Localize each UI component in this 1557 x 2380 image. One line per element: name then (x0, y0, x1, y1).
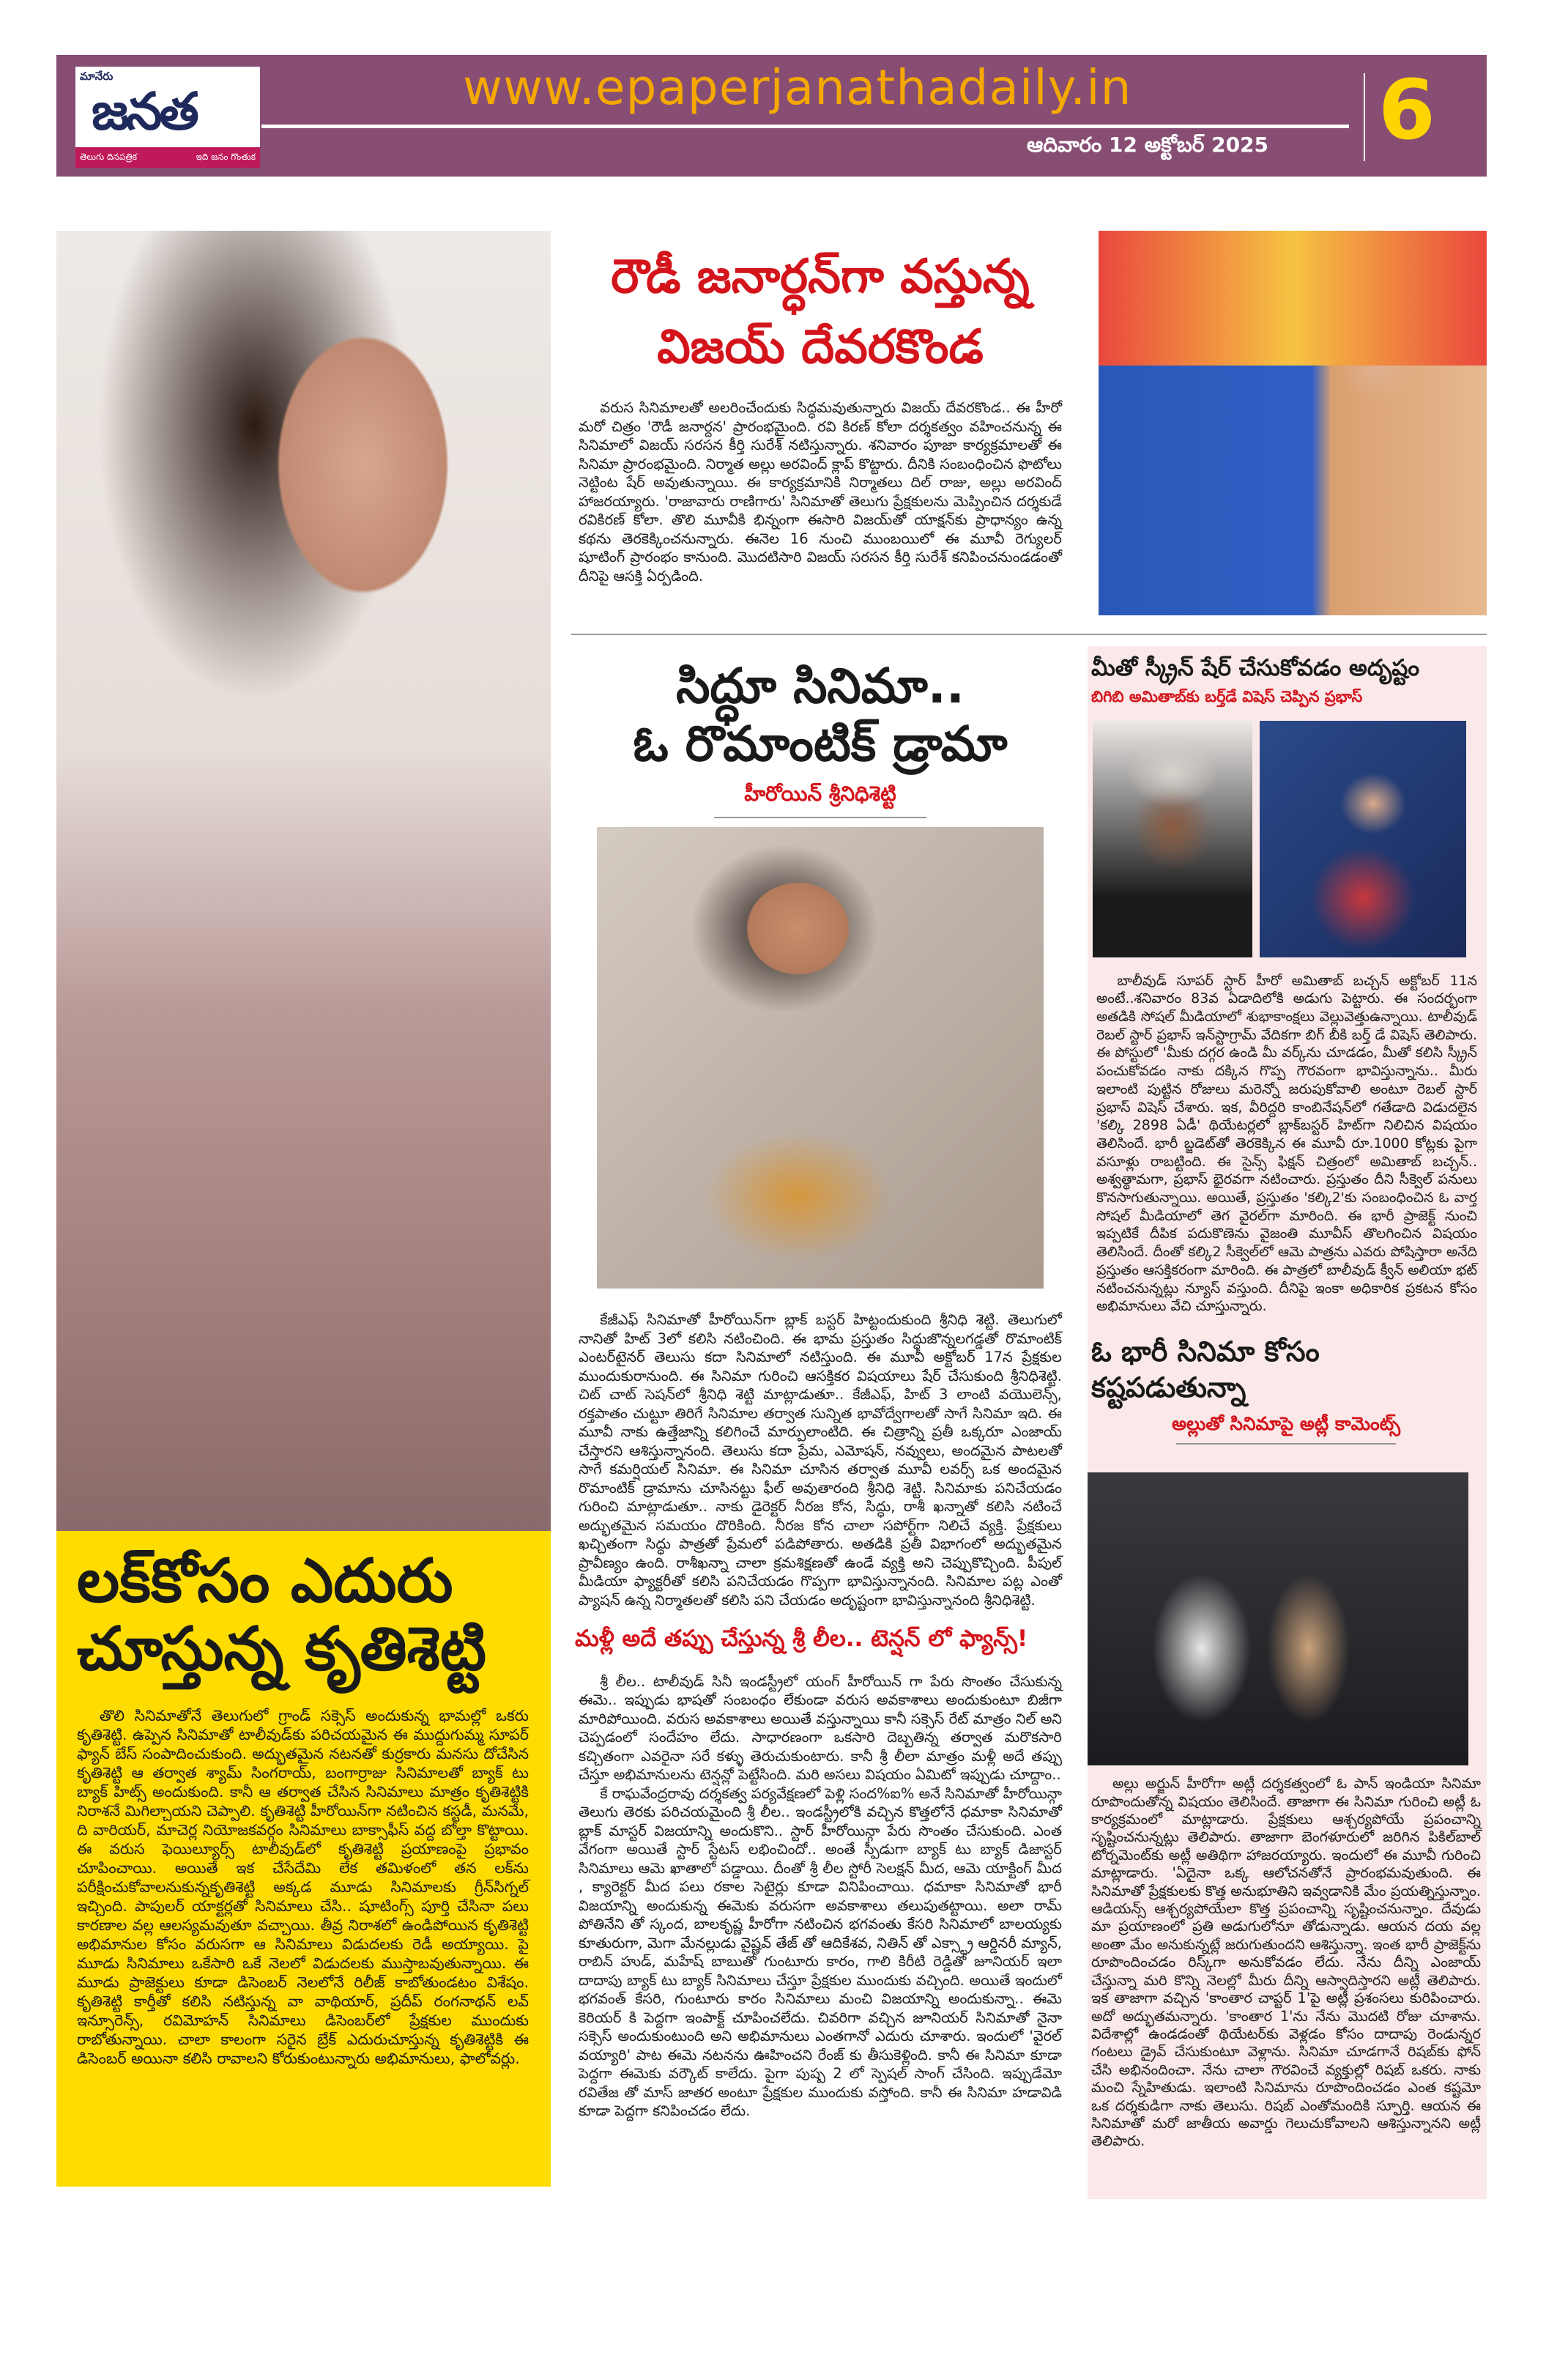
issue-date: ఆదివారం 12 అక్టోబర్ 2025 (1027, 133, 1269, 157)
logo-left-tag: తెలుగు దినపత్రిక (80, 151, 138, 162)
logo-tagline-band (75, 147, 260, 168)
vijay-headline (571, 242, 1069, 382)
subheadline-rule (714, 817, 926, 818)
prabhas-photo-pair (1093, 721, 1481, 957)
kriti-body: తొలి సినిమాతోనే తెలుగులో గ్రాండ్ సక్సెస్ అందుకున్న భామల్లో ఒకరు కృతిశెట్టి. ఉప్పెన సినిమాతో టాలీవుడ్‌కు పరిచయమైన ఈ ముద్దుగుమ్మ సూపర్ ఫ్యాన్ బేస్ సంపాదించుకుంది. అద్భుతమైన నటనతో కుర్రకారు మనసు దోచేసిన కృతిశెట్టి ఆ తర్వాత శ్యామ్ సింగరాయ్, బంగార్రాజు సినిమాలతో బ్యాక్ టు బ్యాక్ హిట్స్ అందుకుంది. కానీ ఆ తర్వాత చేసిన సినిమాలు మాత్రం కృతిశెట్టికి నిరాశనే మిగిల్చాయని చెప్పాలి. కృతిశెట్టి హీరోయిన్‌గా నటించిన కస్టడీ, మనమే, ది వారియర్, మాచెర్ల నియోజకవర్గం సినిమాలు బాక్సాఫీస్ వద్ద బోల్తా కొట్టాయి. ఈ వరుస ఫెయిల్యూర్స్ టాలీవుడ్‌లో కృతిశెట్టి ప్రయాణంపై ప్రభావం చూపించాయి. అయితే ఇక చేసేదేమి లేక తమిళంలో తన లక్‌ను పరీక్షించుకోవాలనుకున్నకృతిశెట్టి అక్కడ మూడు సినిమాలకు గ్రీన్‌సిగ్నల్ ఇచ్చింది. పాపులర్ యాక్టర్లతో సినిమాలు చేసి.. షూటింగ్స్ పూర్తి చేసినా పలు కారణాల వల్ల ఆలస్యమవుతూ వచ్చాయి. తీవ్ర నిరాశలో ఉండిపోయిన కృతిశెట్టి అభిమానుల కోసం వరుసగా ఆ సినిమాలు విడుదలకు రెడీ అయ్యాయి. పై మూడు సినిమాలు ఒకేసారి ఒకే నెలలో విడుదలకు ముస్తాబవుతున్నాయి. ఈ మూడు ప్రాజెక్టులు కూడా డిసెంబర్ నెలలోనే రిలీజ్ కాబోతుండటం విశేషం. కృతిశెట్టి కార్తీతో కలిసి నటిస్తున్న వా వాథియార్, ప్రదీప్ రంగనాథన్ లవ్ ఇన్సూరెన్స్, రవిమోహన్ సినిమాలు డిసెంబర్‌లో ప్రేక్షకుల ముందుకు రాబోతున్నాయి. చాలా కాలంగా సరైన బ్రేక్ ఎదురుచూస్తున్న కృతిశెట్టికి ఈ డిసెంబర్ అయినా కలిసి రావాలని కోరుకుంటున్నారు అభిమానులు, ఫాలోవర్లు. (77, 1706, 529, 2067)
srinidhi-shetty-photo (597, 827, 1044, 1289)
siddu-headline-line1: సిద్ధూ సినిమా.. (676, 658, 965, 714)
logo-name: జనత (92, 81, 196, 141)
prabhas-headline: మీతో స్క్రీన్ షేర్ చేసుకోవడం అదృష్టం (1091, 655, 1420, 681)
vijay-headline-line2: విజయ్ దేవరకొండ (657, 320, 984, 374)
siddu-subheadline: హీరోయిన్ శ్రీనిధిశెట్టి (744, 782, 896, 807)
vijay-article (571, 231, 1069, 585)
allu-headline: ఓ భారీ సినిమా కోసం కష్టపడుతున్నా (1091, 1335, 1320, 1404)
kriti-article (56, 1531, 551, 2187)
logo-top-text: మానేరు (80, 70, 114, 83)
main-area (571, 231, 1487, 2199)
sreeleela-paragraph: కే రాఘవేంద్రరావు దర్శకత్వ పర్యవేక్షణలో పెళ్లి సంద%ఐ% అనే సినిమాతో హీరోయిన్గా తెలుగు తెరకు పరిచయమైంది శ్రీ లీల.. ఇండస్ట్రీలోకి వచ్చిన కొత్తలోనే ధమాకా సినిమాతో బ్లాక్ మాస్టర్ విజయాన్ని అందుకొని.. స్టార్ హీరోయిన్గా పేరు సొంతం చేసుకుంది. ఎంత వేగంగా అయితే స్టార్ స్టేటస్ లభించిందో.. అంతే స్పీడుగా బ్యాక్ టు బ్యాక్ డిజాస్టర్ సినిమాలు ఆమె ఖాతాలో పడ్డాయి. దీంతో శ్రీ లీల స్టోరీ సెలక్షన్ మీద, ఆమె యాక్టింగ్ మీద , క్యారెక్టర్ మీద పలు రకాల సెటైర్లు కూడా వినిపించాయి. ధమాకా సినిమాతో భారీ విజయాన్ని అందుకున్న ఈమెకు వరుసగా అవకాశాలు తలుపుతట్టాయి. అలా రామ్ పోతినేని తో స్కంద, బాలకృష్ణ హీరోగా నటించిన భగవంతు కేసరి సినిమాలో బాలయ్యకు కూతురుగా, మెగా మేనల్లుడు వైష్ణవ్ తేజ్ తో ఆదికేశవ, నితిన్ తో ఎక్స్ట్రా ఆర్డినరీ మ్యాన్, రాబిన్ హుడ్, మహేష్ బాబుతో గుంటూరు కారం, గాలి కిరీటి రెడ్డితో జూనియర్ ఇలా దాదాపు బ్యాక్ టు బ్యాక్ సినిమాలు చేస్తూ ప్రేక్షకుల ముందుకు వచ్చింది. అయితే ఇందులో భగవంత్ కేసరి, గుంటూరు కారం సినిమాలు మంచి విజయాన్ని అందుకున్నా.. ఈమె కెరియర్ కి పెద్దగా ఇంపాక్ట్ చూపించలేదు. చివరిగా వచ్చిన జూనియర్ సినిమాతో నైనా సక్సెస్ అందుకుంటుంది అని అభిమానులు ఎంతగానో ఎదురు చూశారు. ఇందులో 'వైరల్ వయ్యారి' పాట ఈమె నటనను ఊహించని రేంజ్ కు తీసుకెళ్లింది. కానీ ఈ సినిమా కూడా పెద్దగా ఈమెకు వర్కౌట్ కాలేదు. పైగా పుష్ప 2 లో స్పెషల్ సాంగ్ చేసింది. ఇప్పుడేమో రవితేజ తో మాస్ జాతర అంటూ ప్రేక్షకుల ముందుకు వస్తోంది. కానీ ఈ సినిమా హడావిడి కూడా పెద్దగా కనిపించడం లేదు. (579, 1784, 1062, 2120)
logo-right-tag: ఇది జనం గొంతుక (196, 151, 256, 162)
vijay-headline-line1: రౌడీ జనార్ధన్‌గా వస్తున్న (611, 250, 1030, 304)
siddu-headline (571, 657, 1069, 773)
siddu-headline-line2: ఓ రొమాంటిక్ డ్రామా (633, 716, 1008, 773)
section-divider (571, 634, 1487, 635)
page-number: 6 (1378, 63, 1435, 158)
left-column (56, 231, 551, 2187)
top-row (571, 231, 1487, 615)
kriti-headline-line1: లక్‌కోసం ఎదురు (77, 1546, 453, 1616)
siddu-body: కేజీఎఫ్ సినిమాతో హీరోయిన్‌గా బ్లాక్ బస్టర్ హిట్టందుకుంది శ్రీనిధి శెట్టి. తెలుగులో నానితో హిట్ 3లో కలిసి నటించింది. ఈ భామ ప్రస్తుతం సిద్ధుజొన్నలగడ్డతో రొమాంటిక్ ఎంటర్‌టైనర్ తెలుసు కదా సినిమాలో నటిస్తుంది. ఈ మూవీ అక్టోబర్ 17న ప్రేక్షకుల ముందుకురానుంది. ఈ సినిమా గురించి ఆసక్తికర విషయాలు షేర్ చేసుకుంది శ్రీనిధిశెట్టి. చిట్ చాట్ సెషన్‌లో శ్రీనిధి శెట్టి మాట్లాడుతూ.. కేజీఎఫ్, హిట్ 3 లాంటి వయొలెన్స్, రక్తపాతం చుట్టూ తిరిగే సినిమాల తర్వాత సున్నిత భావోద్వేగాలతో సాగే సినిమా ఇది. ఈ మూవీ నాకు ఉత్తేజాన్ని కలిగించే మార్పులాంటిది. ఈ చిత్రాన్ని ప్రతీ ఒక్కరూ ఎంజాయ్ చేస్తారని ఆశిస్తున్నానంది. తెలుసు కదా ప్రేమ, ఎమోషన్, నవ్వులు, అందమైన పాటలతో సాగే కమర్షియల్ సినిమా. ఈ సినిమా చూసిన తర్వాత మూవీ లవర్స్ ఒక అందమైన రొమాంటిక్ డ్రామాను చూసినట్టు ఫీల్ అవుతారంది శ్రీనిధి శెట్టి. సినిమాకు పనిచేయడం గురించి మాట్లాడుతూ.. నాకు డైరెక్టర్ నీరజ కోన, సిద్ధు, రాశీ ఖన్నాతో కలిసి నటించే అద్భుతమైన సమయం దొరికింది. నీరజ కోన చాలా సపోర్ట్‌గా నిలిచే వ్యక్తి. ప్రేక్షకులు ఖచ్చితంగా సిద్ధు పాత్రతో ప్రేమలో పడిపోతారు. అతడికి ప్రతీ విభాగంలో అద్భుతమైన ప్రావీణ్యం ఉంది. రాశీఖన్నా చాలా క్రమశిక్షణతో ఉండే వ్యక్తి అని చెప్పుకొచ్చింది. పీపుల్ మీడియా ఫ్యాక్టరీతో కలిసి పనిచేయడం గొప్పగా భావిస్తున్నానంది. సినిమాల పట్ల ఎంతో ప్యాషన్ ఉన్న నిర్మాతలతో కలిసి పని చేయడం అదృష్టంగా భావిస్తున్నానంది శ్రీనిధిశెట్టి. (579, 1311, 1062, 1609)
prabhas-photo (1093, 721, 1252, 957)
allu-subheadline: అల్లుతో సినిమాపై అట్లీ కామెంట్స్ (1171, 1412, 1401, 1434)
sreeleela-paragraph: శ్రీ లీల.. టాలీవుడ్ సినీ ఇండస్ట్రీలో యంగ్ హీరోయిన్ గా పేరు సొంతం చేసుకున్న ఈమె.. ఇప్పుడు భాషతో సంబంధం లేకుండా వరుస అవకాశాలు అందుకుంటూ బిజీగా మారిపోయింది. వరుస అవకాశాలు అయితే వస్తున్నాయి కానీ సక్సెస్ రేట్ మాత్రం నిల్ అని చెప్పడంలో సందేహం లేదు. సాధారణంగా ఒకసారి దెబ్బతిన్న తర్వాత మరొకసారి కచ్చితంగా ఎవరైనా సరే కళ్ళు తెరుచుకుంటారు. కానీ శ్రీ లీలా మాత్రం మళ్లీ అదే తప్పు చేస్తూ అభిమానులను టెన్షన్లో పెట్టేసింది. మరి అసలు విషయం ఏమిటో ఇప్పుడు చూద్దాం.. (579, 1672, 1062, 1784)
sreeleela-body (571, 1672, 1069, 2121)
prabhas-subheadline: బిగిబి అమితాబ్‌కు బర్త్‌డే విషెస్ చెప్పిన ప్రభాస్ (1091, 688, 1363, 706)
prabhas-body: బాలీవుడ్ సూపర్ స్టార్ హీరో అమితాబ్ బచ్చన్ అక్టోబర్ 11న అంటే..శనివారం 83వ ఏడాదిలోకి అడుగు పెట్టారు. ఈ సందర్భంగా అతడికి సోషల్ మీడియాలో శుభాకాంక్షలు వెల్లువెత్తుఉన్నాయి. టాలీవుడ్ రెబల్ స్టార్ ప్రభాస్ ఇన్‌స్టాగ్రామ్ వేదికగా బిగ్ బీకి బర్త్ డే విషెస్ తెలిపారు. ఈ పోస్టులో 'మీకు దగ్గర ఉండి మీ వర్క్‌ను చూడడం, మీతో కలిసి స్క్రీన్ పంచుకోవడం నాకు దక్కిన గొప్ప గౌరవంగా భావిస్తున్నాను.. మీరు ఇలాంటి పుట్టిన రోజులు మరెన్నో జరుపుకోవాలి అంటూ రెబల్ స్టార్ ప్రభాస్ విషెస్ చేశారు. ఇక, వీరిద్దరి కాంబినేషన్‌లో గతేడాది విడుదలైన 'కల్కి 2898 ఏడీ' థియేటర్లలో బ్లాక్‌బస్టర్ హిట్‌గా నిలిచిన విషయం తెలిసిందే. భారీ బ్జడెట్‌తో తెరకెక్కిన ఈ మూవీ రూ.1000 కోట్లకు పైగా వసూళ్లు రాబట్టింది. ఈ సైన్స్ ఫిక్షన్ చిత్రంలో అమితాబ్ బచ్చన్.. అశ్వత్థామగా, ప్రభాస్ భైరవగా నటించారు. ప్రస్తుతం దీని సీక్వెల్ పనులు కొనసాగుతున్నాయి. అయితే, ప్రస్తుతం 'కల్కి2'కు సంబంధించిన ఓ వార్త సోషల్ మీడియాలో తెగ వైరల్‌గా మారింది. ఈ భారీ ప్రాజెక్ట్ నుంచి ఇప్పటికే దీపిక పదుకొణెను వైజంతి మూవీస్ తొలగించిన విషయం తెలిసిందే. దీంతో కల్కి2 సీక్వెల్‌లో ఆమె పాత్రను ఎవరు పోషిస్తారా అనేది ప్రస్తుతం ఆసక్తికరంగా మారింది. ఈ పాత్రలో బాలీవుడ్ క్వీన్ అలియా భట్ నటించనున్నట్లు న్యూస్ వస్తుంది. దీనిపై ఇంకా అధికారిక ప్రకటన కోసం అభిమానులు వేచి చూస్తున్నారు. (1096, 972, 1477, 1315)
bottom-row (571, 646, 1487, 2199)
middle-column (571, 646, 1069, 2121)
sreeleela-headline: మళ్లీ అదే తప్పు చేస్తున్న శ్రీ లీల.. టెన్షన్ లో ఫ్యాన్స్! (575, 1625, 1028, 1653)
masthead (56, 55, 1487, 177)
vijay-body: వరుస సినిమాలతో అలరించేందుకు సిద్ధమవుతున్నారు విజయ్ దేవరకొండ.. ఈ హీరో మరో చిత్రం 'రౌడీ జనార్దన' ప్రారంభమైంది. రవి కిరణ్ కోలా దర్శకత్వం వహించనున్న ఈ సినిమాలో విజయ్ సరసన కీర్తి సురేశ్ నటిస్తున్నారు. శనివారం పూజా కార్యక్రమాలతో ఈ సినిమా ప్రారంభమైంది. నిర్మాత అల్లు అరవింద్ క్లాప్ కొట్టారు. దీనికి సంబంధించిన ఫొటోలు నెట్టింట షేర్ అవుతున్నాయి. ఈ కార్యక్రమానికి నిర్మాతలు దిల్ రాజు, అల్లు అరవింద్ హాజరయ్యారు. 'రాజావారు రాణిగారు' సినిమాతో తెలుగు ప్రేక్షకులను మెప్పించిన దర్శకుడే రవికిరణ్ కోలా. తొలి మూవీకి భిన్నంగా ఈసారి విజయ్‌తో యాక్షన్‌కు ప్రాధాన్యం ఉన్న కథను తెరకెక్కించనున్నారు. ఈనెల 16 నుంచి ముంబయిలో ఈ మూవీ రెగ్యులర్ షూటింగ్ ప్రారంభం కానుంది. మొదటిసారి విజయ్ సరసన కీర్తి సురేశ్ కనిపించనుండడంతో దీనిపై ఆసక్తి ఏర్పడింది. (579, 399, 1062, 585)
header-divider (261, 125, 1349, 128)
subheadline-rule (1176, 1443, 1396, 1445)
vijay-keerthy-photo (1099, 231, 1487, 615)
kriti-headline (77, 1547, 529, 1684)
janatha-logo[interactable] (75, 67, 260, 168)
allu-body: అల్లు అర్జున్ హీరోగా అట్లీ దర్శకత్వంలో ఓ పాన్ ఇండియా సినిమా రూపొందుతోన్న విషయం తెలిసిందే. తాజాగా ఈ సినిమా గురించి అట్లీ ఓ కార్యక్రమంలో మాట్లాడారు. ప్రేక్షకులు ఆశ్చర్యపోయే ప్రపంచాన్ని సృష్టించనున్నట్లు తెలిపారు. తాజాగా బెంగళూరులో జరిగిన పికిల్‌బాల్ టోర్నమెంట్‌కు అట్లీ అతిథిగా హాజరయ్యారు. ఇందులో ఈ మూవీ గురించి మాట్లాడారు. 'ఏదైనా ఒక్క ఆలోచనతోనే ప్రారంభమవుతుంది. ఈ సినిమాతో ప్రేక్షకులకు కొత్త అనుభూతిని ఇవ్వడానికి మేం ప్రయత్నిస్తున్నాం. ఆడియన్స్ ఆశ్చర్యపోయేలా కొత్త ప్రపంచాన్ని సృష్టించనున్నాం. దేవుడు మా ప్రయాణంలో ప్రతి అడుగులోనూ తోడున్నాడు. ఆయన దయ వల్ల అంతా మేం అనుకున్నట్లే జరుగుతుందని ఆశిస్తున్నా. ఇంత భారీ ప్రాజెక్ట్‌ను రూపొందించడం రిస్క్‌గా అనుకోవడం లేదు. నేను దీన్ని ఎంజాయ్ చేస్తున్నా మరి కొన్ని నెలల్లో మీరు దీన్ని ఆస్వాదిస్తారని అట్లీ తెలిపారు. ఇక తాజాగా వచ్చిన 'కాంతార చాప్టర్ 1'పై అట్లీ ప్రశంసలు కురిపించారు. అదో అద్భుతమన్నారు. 'కాంతార 1'ను నేను మొదటి రోజు చూశాను. విదేశాల్లో ఉండడంతో థియేటర్‌కు వెళ్లడం కోసం దాదాపు రెండున్నర గంటలు డ్రైవ్ చేసుకుంటూ వెళ్లాను. సినిమా చూడగానే రిషబ్‌కు ఫోన్ చేసి అభినందించా. నేను చాలా గౌరవించే వ్యక్తుల్లో రిషబ్ ఒకరు. నాకు మంచి స్నేహితుడు. ఇలాంటి సినిమాను రూపొందించడం ఎంత కష్టమో ఒక దర్శకుడిగా నాకు తెలుసు. రిషబ్ ఎంతోమందికి స్ఫూర్తి. ఆయన ఈ సినిమాతో మరో జాతీయ అవార్డు గెలుచుకోవాలని ఆశిస్తున్నానని అట్లీ తెలిపారు. (1091, 1775, 1481, 2150)
header-vertical-divider (1364, 73, 1365, 161)
kriti-shetty-photo (56, 231, 551, 1531)
kriti-headline-line2: చూస్తున్న కృతిశెట్టి (77, 1615, 487, 1685)
allu-atlee-photo (1088, 1472, 1468, 1765)
site-url-link[interactable]: www.epaperjanathadaily.in (463, 59, 1132, 116)
right-panel (1088, 646, 1487, 2199)
amitabh-photo (1260, 721, 1466, 957)
